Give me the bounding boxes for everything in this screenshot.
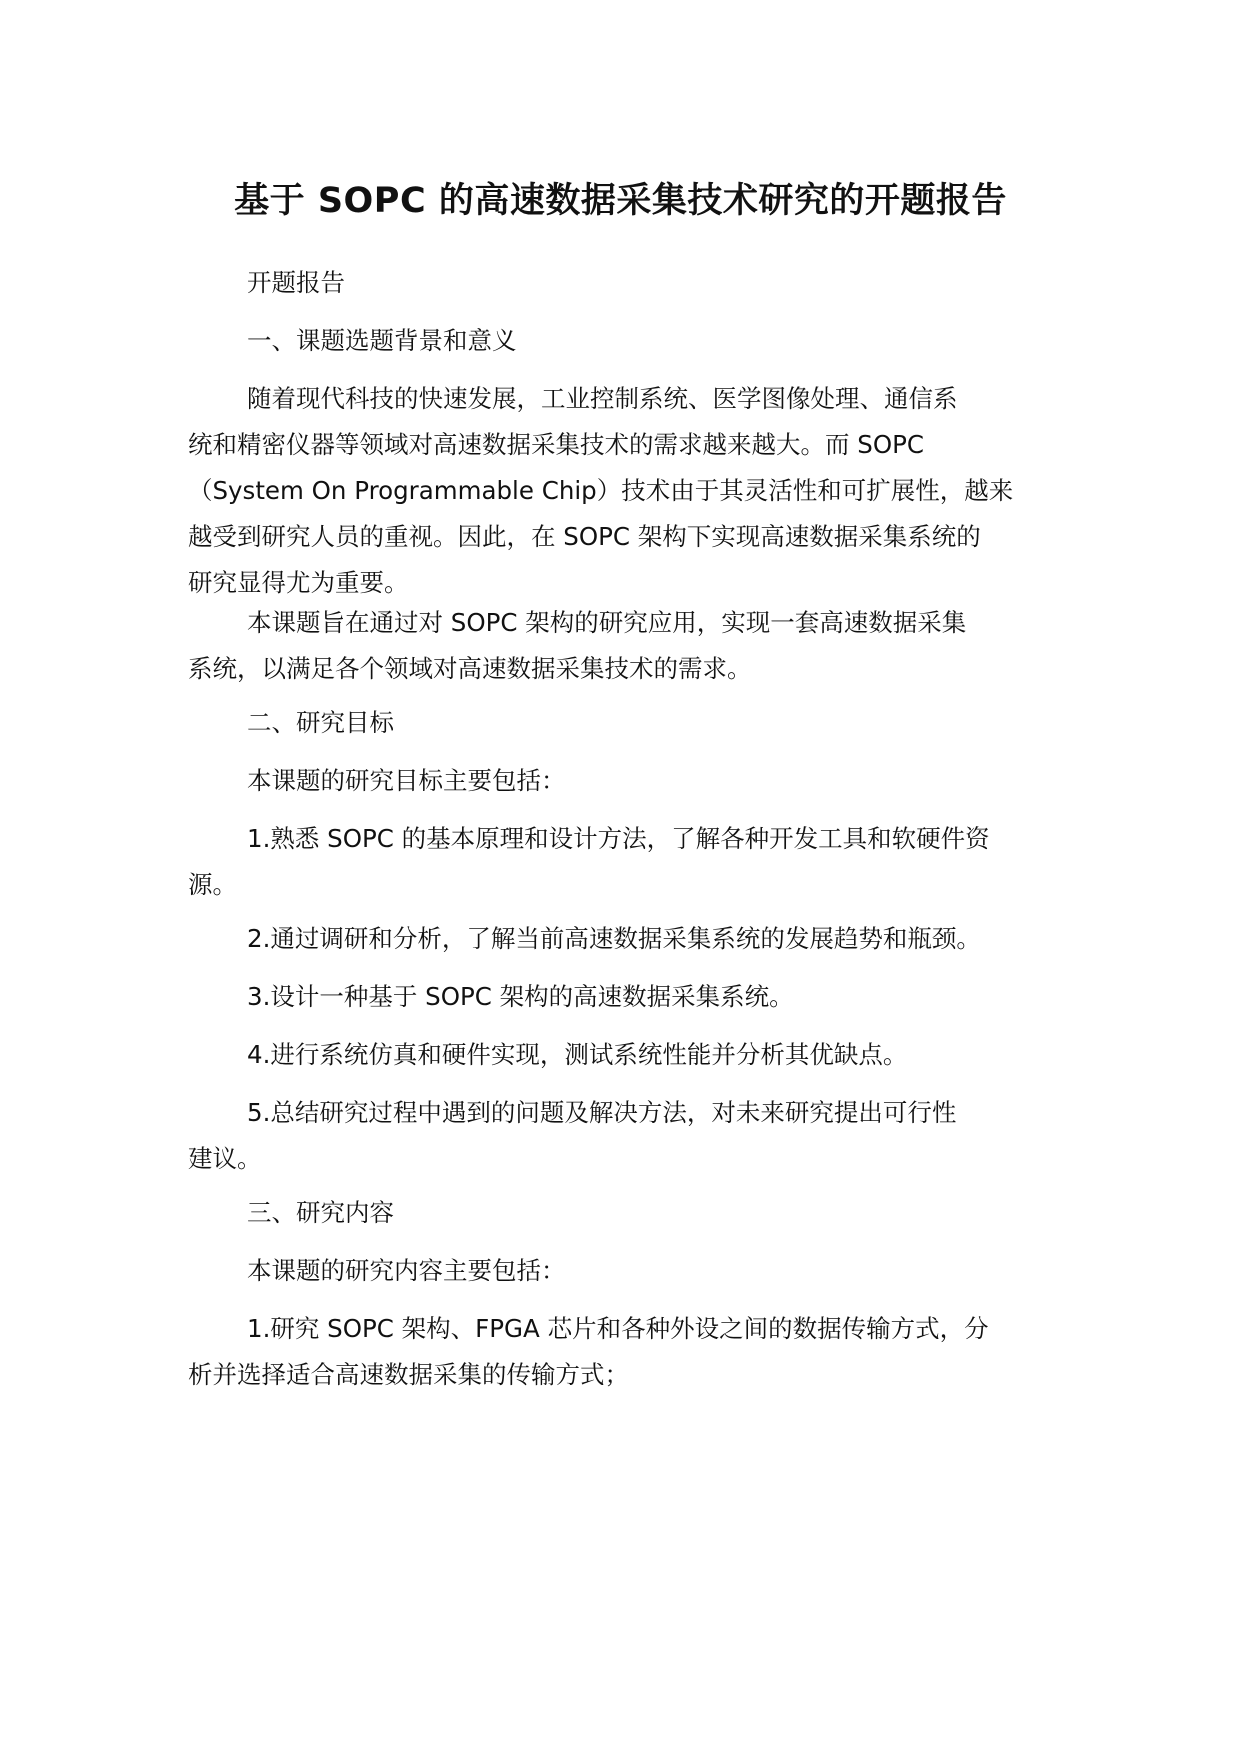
list-item-goal-4 [188,1032,1058,1078]
text-line: 本课题的研究内容主要包括： [247,1256,566,1285]
document-title: 基于 SOPC 的高速数据采集技术研究的开题报告 [234,181,1007,221]
text-line: 1.熟悉 SOPC 的基本原理和设计方法，了解各种开发工具和软硬件资 [247,824,990,853]
paragraph-goals-intro [188,758,1058,804]
paragraph-purpose [188,600,1058,692]
text-line: （System On Programmable Chip）技术由于其灵活性和可扩展性，越来 [188,476,1014,505]
text-line: 开题报告 [247,268,345,297]
text-line: 5.总结研究过程中遇到的问题及解决方法，对未来研究提出可行性 [247,1098,957,1127]
text-line: 随着现代科技的快速发展，工业控制系统、医学图像处理、通信系 [247,384,958,413]
text-line: 统和精密仪器等领域对高速数据采集技术的需求越来越大。而 SOPC [188,430,925,459]
paragraph-opening-report [188,260,1058,306]
text-line: 4.进行系统仿真和硬件实现，测试系统性能并分析其优缺点。 [247,1040,908,1069]
text-line: 二、研究目标 [247,708,394,737]
text-line: 建议。 [188,1144,262,1173]
list-item-goal-1 [188,816,1058,908]
text-line: 一、课题选题背景和意义 [247,326,517,355]
list-item-goal-2 [188,916,1058,962]
paragraph-background [188,376,1058,606]
text-line: 源。 [188,870,237,899]
text-line: 3.设计一种基于 SOPC 架构的高速数据采集系统。 [247,982,794,1011]
heading-goals [188,700,1058,746]
heading-content [188,1190,1058,1236]
list-item-goal-3 [188,974,1058,1020]
text-line: 本课题旨在通过对 SOPC 架构的研究应用，实现一套高速数据采集 [247,608,967,637]
text-line: 系统，以满足各个领域对高速数据采集技术的需求。 [188,654,752,683]
text-line: 析并选择适合高速数据采集的传输方式； [188,1360,629,1389]
text-line: 本课题的研究目标主要包括： [247,766,566,795]
text-line: 研究显得尤为重要。 [188,568,409,597]
text-line: 2.通过调研和分析，了解当前高速数据采集系统的发展趋势和瓶颈。 [247,924,981,953]
heading-background [188,318,1058,364]
text-line: 越受到研究人员的重视。因此，在 SOPC 架构下实现高速数据采集系统的 [188,522,981,551]
text-line: 三、研究内容 [247,1198,394,1227]
list-item-content-1 [188,1306,1058,1398]
paragraph-content-intro [188,1248,1058,1294]
text-line: 1.研究 SOPC 架构、FPGA 芯片和各种外设之间的数据传输方式，分 [247,1314,989,1343]
list-item-goal-5 [188,1090,1058,1182]
